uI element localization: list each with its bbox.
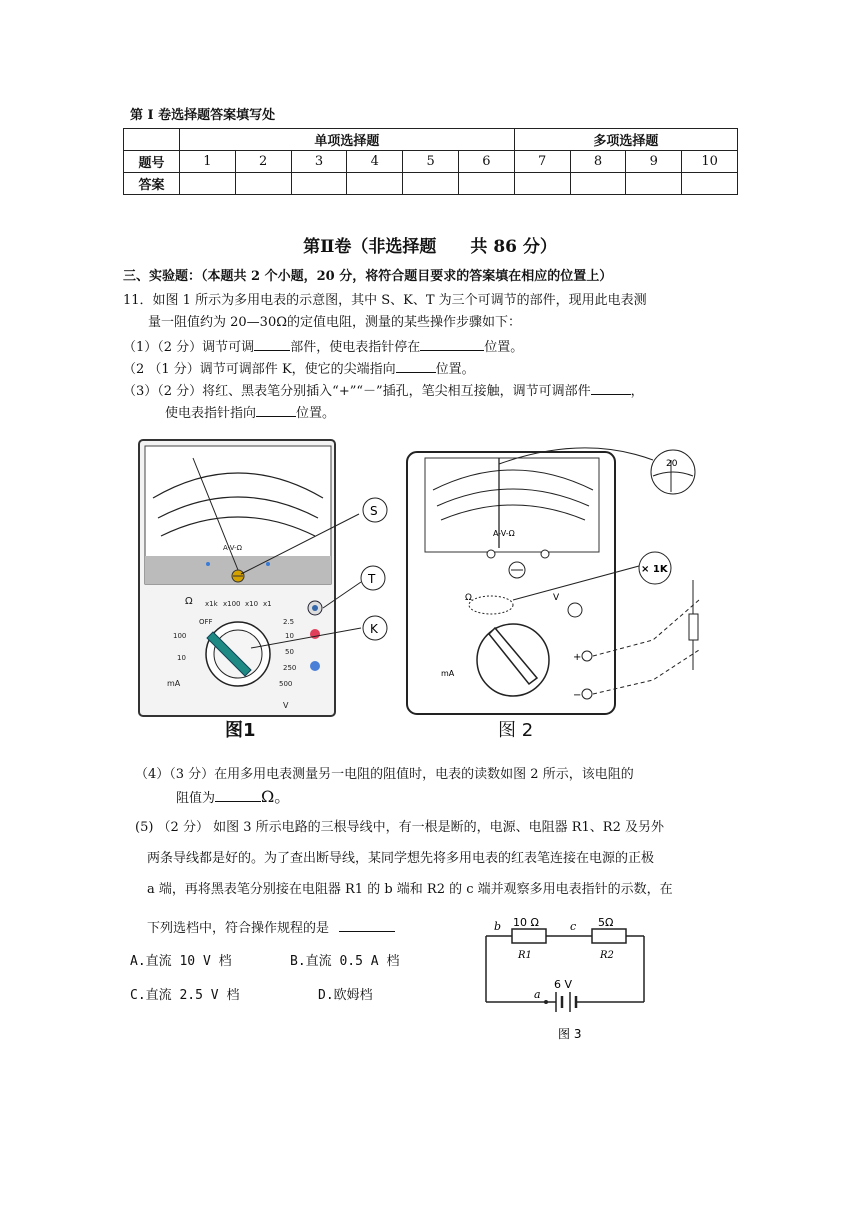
blue-socket (310, 661, 320, 671)
indicator-dot-left (206, 562, 210, 566)
fig2-ohm: Ω (465, 593, 472, 603)
fig1-v: V (283, 701, 289, 710)
test-resistor (689, 614, 698, 640)
p1-text-b: 部件，使电表指针停在 (290, 340, 421, 355)
fig2-plus: + (573, 652, 582, 663)
fig1-dial-10: 10 (285, 632, 294, 640)
q11-part5-line3: a 端，再将黑表笔分别接在电阻器 R1 的 b 端和 R2 的 c 端并观察多用电表指针的示数，在 (147, 882, 673, 897)
q11-stem-line2: 量一阻值约为 20—30Ω的定值电阻，测量的某些操作步骤如下： (148, 315, 521, 330)
meter2-knob (568, 603, 582, 617)
r1-label: R1 (518, 950, 532, 961)
number-cell: 9 (626, 151, 682, 173)
number-cell: 8 (570, 151, 626, 173)
fig2-ma: mA (441, 669, 455, 678)
section-title: 第Ⅱ卷（非选择题 共 86 分） (303, 237, 557, 257)
q11-part3 (123, 380, 644, 401)
q11-part3-line2 (165, 402, 335, 423)
number-cell: 3 (291, 151, 347, 173)
number-cell: 5 (403, 151, 459, 173)
answer-cell[interactable] (514, 173, 570, 195)
choice-a[interactable]: A.直流 10 V 档 (130, 954, 232, 969)
fig2-v: V (553, 593, 560, 603)
answer-table (123, 128, 738, 195)
p4-line2-b: Ω。 (261, 787, 291, 806)
number-cell: 1 (180, 151, 236, 173)
p5-line4-text: 下列选档中，符合操作规程的是 (147, 921, 330, 936)
meter2-hole-left (487, 550, 495, 558)
q11-part4: （4）（3 分）在用多用电表测量另一电阻的阻值时，电表的读数如图 2 所示，该电阻的 (135, 767, 634, 782)
fig1-x1: x1 (263, 600, 272, 608)
p1-blank-2[interactable] (420, 336, 484, 351)
callout-k: K (370, 622, 378, 636)
q11-part5-line2: 两条导线都是好的。为了查出断导线，某同学想先将多用电表的红表笔连接在电源的正极 (147, 851, 655, 866)
answer-cell[interactable] (347, 173, 403, 195)
fig1-caption: 图1 (225, 720, 256, 741)
p4-blank[interactable] (215, 787, 261, 802)
choice-c[interactable]: C.直流 2.5 V 档 (130, 988, 240, 1003)
p2-blank[interactable] (396, 358, 436, 373)
number-cell: 4 (347, 151, 403, 173)
group-single-header: 单项选择题 (180, 129, 515, 151)
p4-line2-a: 阻值为 (176, 791, 216, 806)
choice-b[interactable]: B.直流 0.5 A 档 (290, 954, 400, 969)
row-number-label: 题号 (124, 151, 180, 173)
answer-cell[interactable] (403, 173, 459, 195)
callout-x1k: × 1K (641, 564, 668, 575)
answer-cell[interactable] (180, 173, 236, 195)
p1-text-a: （1）（2 分）调节可调 (123, 340, 255, 355)
p3-blank-2[interactable] (256, 402, 296, 417)
plus-socket (582, 651, 592, 661)
fig1-ohm-label: Ω (185, 596, 193, 607)
selector-knob (214, 630, 262, 678)
meter2-hole-right (541, 550, 549, 558)
p3-line2-b: 位置。 (296, 406, 336, 421)
p1-text-c: 位置。 (484, 340, 524, 355)
answer-cell[interactable] (291, 173, 347, 195)
fig1-scale-text: A-V-Ω (223, 544, 243, 552)
q11-part5-line4 (147, 917, 395, 938)
t-knob-center (312, 605, 318, 611)
indicator-dot-right (266, 562, 270, 566)
answer-cell[interactable] (682, 173, 738, 195)
r2-value: 5Ω (598, 916, 614, 929)
figure-3 (480, 912, 652, 1044)
q11-part5-line1: (5) （2 分） 如图 3 所示电路的三根导线中，有一根是断的，电源、电阻器 R1、R2 及另外 (135, 820, 665, 835)
fig1-x100: x100 (223, 600, 241, 608)
node-a: a (534, 988, 541, 1001)
q11-part4-line2 (176, 787, 290, 808)
p3-line2-a: 使电表指针指向 (165, 406, 257, 421)
fig1-50: 50 (285, 648, 294, 656)
fig2-scale-text: A-V-Ω (493, 529, 515, 538)
choice-d[interactable]: D.欧姆档 (318, 988, 373, 1003)
fig2-minus: − (573, 690, 582, 701)
fig1-250: 250 (283, 664, 297, 672)
q11-part2 (123, 358, 475, 379)
fig2-caption: 图 2 (498, 720, 534, 741)
number-cell: 2 (235, 151, 291, 173)
number-cell: 6 (458, 151, 514, 173)
callout-s: S (370, 504, 378, 518)
fig1-x1k: x1k (205, 600, 218, 608)
p3-blank-1[interactable] (591, 380, 631, 395)
p1-blank-1[interactable] (254, 336, 290, 351)
node-a-dot (544, 1000, 548, 1004)
node-c: c (570, 920, 577, 933)
p2-text-a: （2 （1 分）调节可调部件 K，使它的尖端指向 (123, 362, 396, 377)
p5-blank[interactable] (339, 917, 395, 932)
fig1-10: 10 (177, 654, 186, 662)
answer-cell[interactable] (570, 173, 626, 195)
answer-cell[interactable] (235, 173, 291, 195)
node-b: b (494, 920, 502, 933)
group-multi-header: 多项选择题 (514, 129, 737, 151)
figure-1 (133, 438, 403, 738)
part-title: 三、实验题：（本题共 2 个小题，20 分，将符合题目要求的答案填在相应的位置上） (123, 269, 613, 284)
q11-part1 (123, 336, 523, 357)
table-corner (124, 129, 180, 151)
number-cell: 10 (682, 151, 738, 173)
fig3-caption: 图 3 (558, 1027, 582, 1041)
p3-text-a: （3）（2 分）将红、黑表笔分别插入“+”“－”插孔，笔尖相互接触，调节可调部件 (123, 384, 591, 399)
p3-text-b: ， (630, 384, 644, 399)
row-answer-label: 答案 (124, 173, 180, 195)
table-caption: 第 I 卷选择题答案填写处 (130, 108, 276, 123)
r2-box (592, 929, 626, 943)
p2-text-b: 位置。 (435, 362, 475, 377)
fig1-off: OFF (199, 618, 213, 626)
fig1-ma: mA (167, 679, 181, 688)
callout-t: T (368, 572, 376, 586)
minus-socket (582, 689, 592, 699)
r1-value: 10 Ω (513, 916, 539, 929)
fig1-100: 100 (173, 632, 187, 640)
fig1-x10: x10 (245, 600, 259, 608)
r2-label: R2 (600, 950, 614, 961)
fig1-2-5: 2.5 (283, 618, 295, 626)
fig1-500: 500 (279, 680, 293, 688)
figure-2 (403, 440, 715, 740)
number-cell: 7 (514, 151, 570, 173)
battery-value: 6 V (554, 978, 573, 991)
answer-cell[interactable] (458, 173, 514, 195)
q11-stem-line1: 11．如图 1 所示为多用电表的示意图，其中 S、K、T 为三个可调节的部件，现用此电表测 (123, 293, 647, 308)
answer-cell[interactable] (626, 173, 682, 195)
r1-box (512, 929, 546, 943)
magnifier-value: 20 (666, 459, 678, 469)
